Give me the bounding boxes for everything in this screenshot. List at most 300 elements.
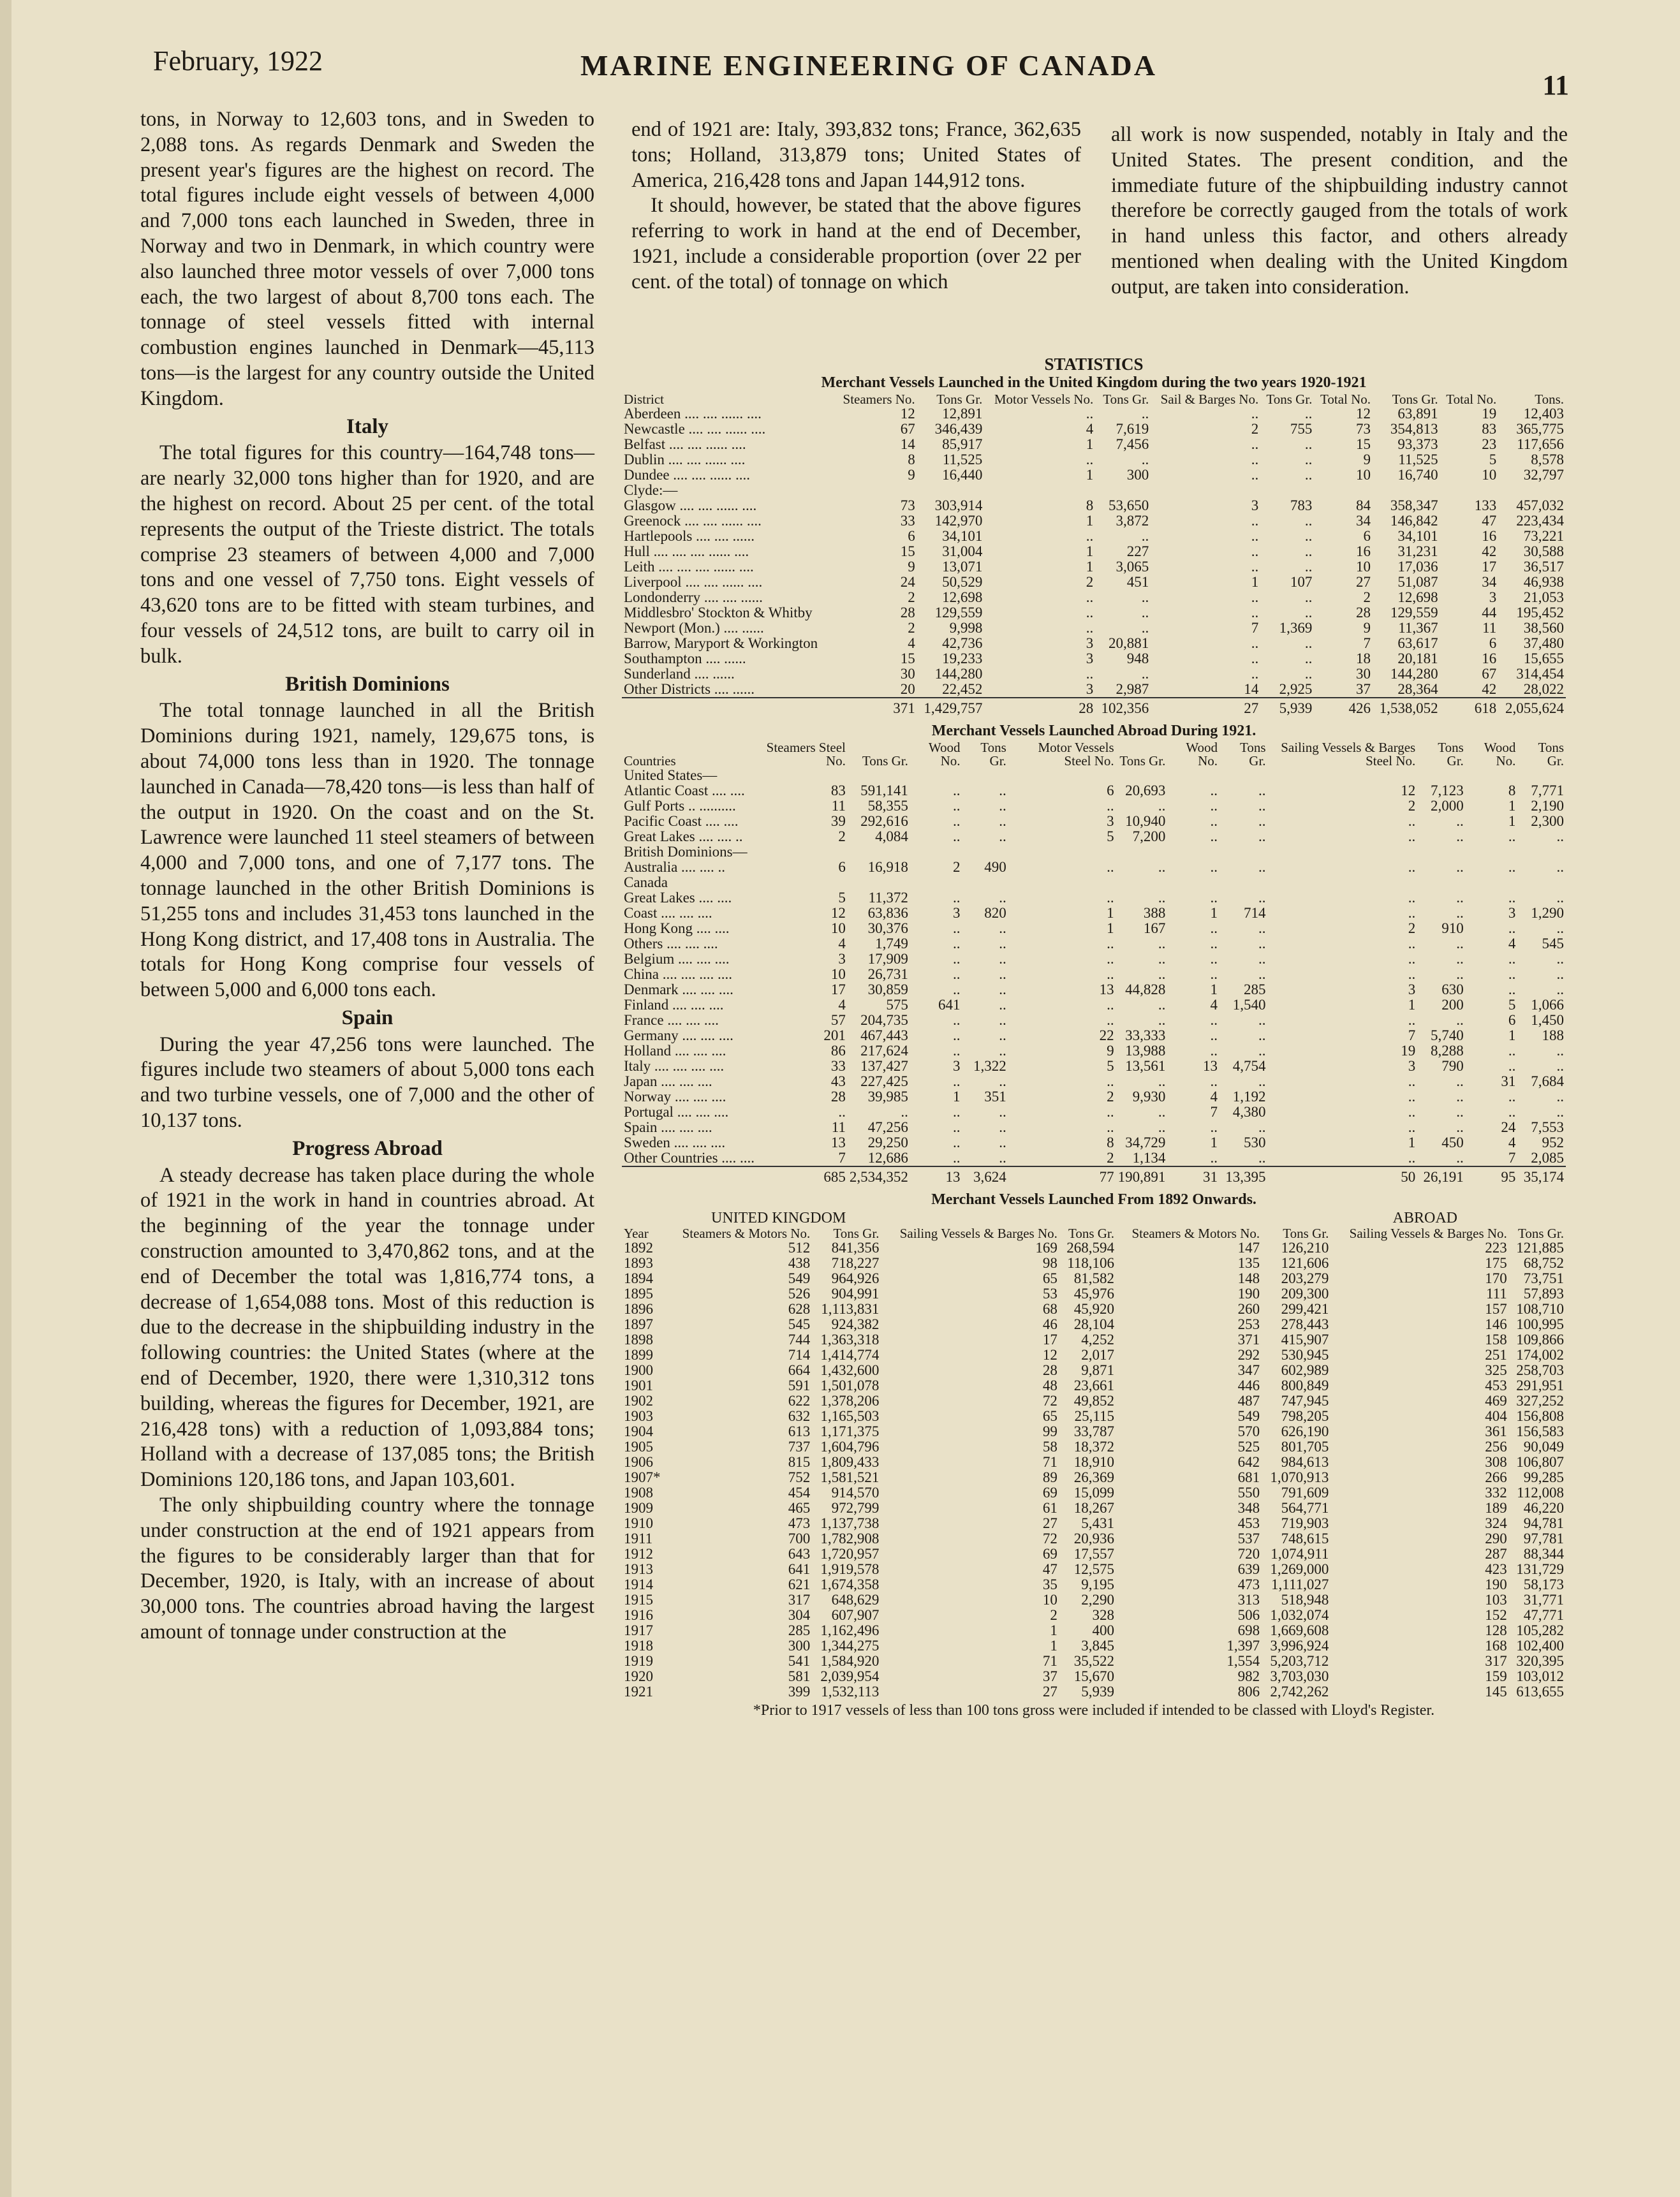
table-cell: 361 bbox=[1485, 1423, 1507, 1439]
table-cell: 791,609 bbox=[1281, 1485, 1329, 1501]
table-cell bbox=[848, 768, 910, 783]
table-cell: 156,808 bbox=[1516, 1408, 1564, 1424]
table-cell: 9 bbox=[1107, 1043, 1114, 1059]
table-cell: 346,439 bbox=[934, 421, 983, 437]
table-cell: 5,939 bbox=[1081, 1684, 1115, 1700]
table-cell: 473 bbox=[788, 1515, 811, 1531]
table-cell: 1,604,796 bbox=[820, 1439, 880, 1455]
paragraph: all work is now suspended, notably in Italy and the United States. The present condition, and the immediate future of the shipbuilding industry cannot therefore be correctly gauged from the totals of work in hand unless this factor, and others already mentioned when dealing with the United Kingdom output, are taken into consideration. bbox=[1111, 123, 1568, 298]
issue-date: February, 1922 bbox=[153, 45, 323, 77]
table-cell: 714 bbox=[788, 1347, 811, 1363]
table-cell: 6 bbox=[1107, 783, 1114, 798]
table-cell: 2,039,954 bbox=[820, 1668, 880, 1684]
table-cell: 2 bbox=[1050, 1607, 1057, 1623]
table-cell: 790 bbox=[1441, 1058, 1464, 1074]
table-cell: 292 bbox=[1237, 1347, 1260, 1363]
column-header: Countries bbox=[624, 753, 676, 768]
table-cell: 748,615 bbox=[1281, 1531, 1329, 1547]
table-row bbox=[622, 1684, 1566, 1700]
table-cell: .. bbox=[1304, 406, 1313, 422]
table-cell: .. bbox=[1408, 1150, 1416, 1166]
table-cell: 13 bbox=[1099, 981, 1114, 997]
table-cell: 325 bbox=[1485, 1362, 1507, 1378]
table-cell: 719,903 bbox=[1281, 1515, 1329, 1531]
table-cell: 3,845 bbox=[1081, 1638, 1115, 1654]
table-cell: 266 bbox=[1485, 1469, 1507, 1485]
table-row bbox=[622, 1439, 1566, 1455]
total-cell bbox=[622, 698, 835, 716]
table-cell: 15,099 bbox=[1073, 1485, 1115, 1501]
table-cell: 815 bbox=[788, 1454, 811, 1470]
table-cell: .. bbox=[1408, 905, 1416, 921]
table-cell: 20 bbox=[900, 681, 915, 697]
table-cell: 24 bbox=[900, 574, 915, 590]
table-cell: 11 bbox=[1482, 620, 1497, 636]
table-cell: 103,012 bbox=[1516, 1668, 1564, 1684]
table-cell: 1,584,920 bbox=[820, 1653, 880, 1669]
table-row bbox=[622, 1317, 1566, 1332]
table-cell: 47 bbox=[1482, 513, 1497, 529]
table-cell: 549 bbox=[788, 1270, 811, 1286]
table-cell: 591,141 bbox=[860, 783, 908, 798]
table-cell: 1 bbox=[1210, 981, 1218, 997]
table-cell: 642 bbox=[1237, 1454, 1260, 1470]
table-cell: 90,049 bbox=[1523, 1439, 1564, 1455]
table-cell: 1,581,521 bbox=[820, 1469, 880, 1485]
table-row bbox=[622, 483, 1566, 498]
table-row bbox=[622, 1271, 1566, 1286]
table-cell: 23 bbox=[1482, 436, 1497, 452]
table-cell: 1 bbox=[1508, 1027, 1516, 1043]
table-cell: 7,771 bbox=[1531, 783, 1564, 798]
table-row bbox=[622, 952, 1566, 967]
table-cell: 156,583 bbox=[1516, 1423, 1564, 1439]
column-right bbox=[1111, 122, 1568, 300]
table-cell: .. bbox=[1258, 1073, 1266, 1089]
table-cell: 465 bbox=[788, 1500, 811, 1516]
table-header-row bbox=[622, 1227, 1566, 1240]
table-cell: 32,797 bbox=[1523, 467, 1564, 483]
table-cell: .. bbox=[1508, 1043, 1516, 1059]
table-row bbox=[622, 1043, 1566, 1059]
table-cell: 2,925 bbox=[1279, 681, 1313, 697]
table-cell: 6 bbox=[838, 859, 846, 875]
table-cell: .. bbox=[1456, 1104, 1464, 1120]
table-title-uk-launches: Merchant Vessels Launched in the United Kingdom during the two years 1920-1921 bbox=[821, 374, 1367, 391]
page-edge bbox=[0, 0, 11, 2197]
table-cell bbox=[917, 483, 985, 498]
table-cell: 303,914 bbox=[934, 497, 983, 513]
table-cell: 28,022 bbox=[1523, 681, 1564, 697]
table-cell: .. bbox=[1456, 1119, 1464, 1135]
table-cell: 15 bbox=[900, 650, 915, 666]
table-cell: .. bbox=[1258, 813, 1266, 829]
column-header: Tons Gr. bbox=[936, 392, 983, 407]
column-header: Tons Gr. bbox=[980, 740, 1006, 768]
column-header: Tons Gr. bbox=[1438, 740, 1464, 768]
statistics-heading: STATISTICS bbox=[1044, 355, 1144, 374]
table-cell: .. bbox=[1408, 859, 1416, 875]
table-cell: 42 bbox=[1482, 543, 1497, 559]
row-label: Londonderry .... .... ...... bbox=[624, 589, 763, 605]
table-cell: .. bbox=[1251, 559, 1259, 575]
table-cell: .. bbox=[901, 1104, 908, 1120]
row-label: Belfast .... .... ...... .... bbox=[624, 436, 746, 452]
table-cell: 3 bbox=[1107, 813, 1114, 829]
table-cell: 752 bbox=[788, 1469, 811, 1485]
table-cell: 83 bbox=[1482, 421, 1497, 437]
total-cell: 26,191 bbox=[1417, 1166, 1466, 1185]
table-cell: 7 bbox=[1251, 620, 1259, 636]
section-heading-british-dominions: British Dominions bbox=[285, 672, 450, 696]
table-cell: 3,996,924 bbox=[1270, 1638, 1329, 1654]
table-cell: 28,104 bbox=[1073, 1316, 1115, 1332]
table-cell: .. bbox=[1304, 635, 1313, 651]
table-cell: .. bbox=[1258, 966, 1266, 982]
table-cell: 537 bbox=[1237, 1531, 1260, 1547]
table-cell: 800,849 bbox=[1281, 1378, 1329, 1393]
column-header: Wood No. bbox=[928, 740, 961, 768]
table-row bbox=[622, 1286, 1566, 1302]
table-cell: 51,087 bbox=[1397, 574, 1438, 590]
table-cell bbox=[1268, 875, 1418, 890]
row-label: Dundee .... .... ...... .... bbox=[624, 467, 751, 483]
table-cell: .. bbox=[1258, 951, 1266, 967]
table-cell: 607,907 bbox=[831, 1607, 880, 1623]
table-cell bbox=[1498, 483, 1566, 498]
table-cell: .. bbox=[1107, 798, 1114, 814]
table-cell: .. bbox=[1107, 1119, 1114, 1135]
table-cell: 43 bbox=[830, 1073, 846, 1089]
table-cell bbox=[756, 875, 848, 890]
table-row bbox=[622, 1363, 1566, 1378]
table-cell: 16 bbox=[1356, 543, 1371, 559]
table-cell: 15 bbox=[1356, 436, 1371, 452]
table-cell: .. bbox=[999, 997, 1006, 1013]
table-cell: 2,000 bbox=[1431, 798, 1464, 814]
table-cell: 108,710 bbox=[1516, 1301, 1564, 1317]
table-cell: 1,137,738 bbox=[820, 1515, 880, 1531]
table-cell: .. bbox=[999, 1043, 1006, 1059]
table-cell: 291,951 bbox=[1516, 1378, 1564, 1393]
table-cell: 904,991 bbox=[831, 1286, 880, 1302]
total-cell: 5,939 bbox=[1260, 698, 1314, 716]
table-row bbox=[622, 967, 1566, 982]
total-cell: 3,624 bbox=[962, 1166, 1008, 1185]
table-cell: 227,425 bbox=[860, 1073, 908, 1089]
table-cell: 2 bbox=[1251, 421, 1259, 437]
table-cell bbox=[1517, 768, 1566, 783]
table-cell: .. bbox=[1210, 920, 1218, 936]
table-cell: .. bbox=[1556, 828, 1564, 844]
table-cell: 13,988 bbox=[1125, 1043, 1166, 1059]
table-cell: 190 bbox=[1237, 1286, 1260, 1302]
table-cell: 9,998 bbox=[949, 620, 983, 636]
table-cell: 11,525 bbox=[1398, 452, 1438, 467]
table-cell: 300 bbox=[1126, 467, 1149, 483]
table-cell: 17 bbox=[830, 981, 846, 997]
table-cell: .. bbox=[1408, 951, 1416, 967]
table-cell: 365,775 bbox=[1516, 421, 1564, 437]
table-cell: 227 bbox=[1126, 543, 1149, 559]
table-cell: 6 bbox=[1508, 1012, 1516, 1028]
table-cell bbox=[1314, 483, 1373, 498]
table-cell: 317 bbox=[1485, 1653, 1507, 1669]
table-cell: 292,616 bbox=[860, 813, 908, 829]
table-cell: 371 bbox=[1237, 1332, 1260, 1348]
table-cell: .. bbox=[1456, 936, 1464, 952]
table-cell: 73 bbox=[900, 497, 915, 513]
table-cell: 2 bbox=[1086, 574, 1094, 590]
table-cell: 103 bbox=[1485, 1592, 1507, 1608]
column-header: Tons Gr. bbox=[1392, 392, 1438, 407]
table-cell: 622 bbox=[788, 1393, 811, 1409]
table-row bbox=[622, 1547, 1566, 1562]
table-cell: 111 bbox=[1486, 1286, 1507, 1302]
table-cell: 1,269,000 bbox=[1270, 1561, 1329, 1577]
table-cell: 1,450 bbox=[1531, 1012, 1564, 1028]
table-cell: 5 bbox=[838, 890, 846, 906]
table-title-since-1892: Merchant Vessels Launched From 1892 Onwards. bbox=[931, 1191, 1256, 1208]
row-label: Hull .... .... .... ...... .... bbox=[624, 543, 749, 559]
table-cell: 2 bbox=[908, 620, 915, 636]
table-cell: 2 bbox=[1408, 920, 1416, 936]
table-cell: 399 bbox=[788, 1684, 811, 1700]
table-cell: 1,192 bbox=[1232, 1089, 1266, 1105]
table-cell: 53,650 bbox=[1109, 497, 1149, 513]
row-label: Denmark .... .... .... bbox=[624, 981, 733, 997]
table-cell: 4 bbox=[1508, 1135, 1516, 1150]
table-cell: 42,736 bbox=[942, 635, 983, 651]
table-cell: 10 bbox=[1042, 1592, 1057, 1608]
table-cell: 23,661 bbox=[1073, 1378, 1115, 1393]
table-cell: .. bbox=[1210, 890, 1218, 906]
table-cell: 3 bbox=[1086, 635, 1094, 651]
table-cell: 73,221 bbox=[1523, 528, 1564, 544]
table-cell: .. bbox=[1456, 1150, 1464, 1166]
column-header: Total No. bbox=[1320, 392, 1371, 407]
table-cell bbox=[962, 768, 1008, 783]
table-cell: 11,525 bbox=[942, 452, 983, 467]
table-cell: 39 bbox=[830, 813, 846, 829]
table-cell: .. bbox=[1158, 1119, 1166, 1135]
table-cell: 7,200 bbox=[1132, 828, 1166, 844]
table-cell: .. bbox=[1556, 890, 1564, 906]
table-cell: .. bbox=[1210, 1043, 1218, 1059]
table-cell: .. bbox=[952, 828, 961, 844]
table-cell: 30,588 bbox=[1523, 543, 1564, 559]
table-cell: 36,517 bbox=[1523, 559, 1564, 575]
table-cell: 7 bbox=[1408, 1027, 1416, 1043]
table-row bbox=[622, 1256, 1566, 1271]
row-label: Portugal .... .... .... bbox=[624, 1104, 729, 1120]
table-cell: 46,220 bbox=[1523, 1500, 1564, 1516]
table-cell: .. bbox=[1158, 936, 1166, 952]
table-cell: 404 bbox=[1485, 1408, 1507, 1424]
table-cell: 94,781 bbox=[1523, 1515, 1564, 1531]
table-cell: 12 bbox=[830, 905, 846, 921]
table-cell: 102,400 bbox=[1516, 1638, 1564, 1654]
column-header: Steamers No. bbox=[843, 392, 915, 407]
table-cell: 613,655 bbox=[1516, 1684, 1564, 1700]
table-cell: 1,540 bbox=[1232, 997, 1266, 1013]
table-cell: .. bbox=[1210, 1073, 1218, 1089]
table-cell: 10,940 bbox=[1125, 813, 1166, 829]
table-cell: .. bbox=[1456, 1012, 1464, 1028]
table-cell: 137,427 bbox=[860, 1058, 908, 1074]
table-cell: 106,807 bbox=[1516, 1454, 1564, 1470]
table-cell: 1,162,496 bbox=[820, 1622, 880, 1638]
table-cell: 49,852 bbox=[1073, 1393, 1115, 1409]
row-label: 1918 bbox=[624, 1638, 653, 1654]
table-cell: .. bbox=[1258, 920, 1266, 936]
table-cell: 469 bbox=[1485, 1393, 1507, 1409]
table-cell: .. bbox=[1456, 966, 1464, 982]
table-cell: .. bbox=[1508, 1104, 1516, 1120]
table-cell: .. bbox=[1304, 589, 1313, 605]
table-cell: .. bbox=[1141, 589, 1149, 605]
table-cell: 841,356 bbox=[831, 1240, 880, 1256]
table-cell: 26,731 bbox=[867, 966, 908, 982]
table-cell: 2 bbox=[1363, 589, 1371, 605]
table-cell: 45,920 bbox=[1073, 1301, 1115, 1317]
table-cell: 17,036 bbox=[1397, 559, 1438, 575]
table-row bbox=[622, 921, 1566, 936]
table-row bbox=[622, 1669, 1566, 1684]
table-cell: .. bbox=[1304, 605, 1313, 621]
table-cell: 68,752 bbox=[1523, 1255, 1564, 1271]
table-cell: 6 bbox=[1363, 528, 1371, 544]
table-cell: 1 bbox=[1086, 467, 1094, 483]
table-cell: 632 bbox=[788, 1408, 811, 1424]
table-cell: .. bbox=[1258, 859, 1266, 875]
table-row bbox=[622, 437, 1566, 452]
table-cell: .. bbox=[1107, 1073, 1114, 1089]
table-cell bbox=[1095, 483, 1151, 498]
table-cell: 453 bbox=[1237, 1515, 1260, 1531]
table-cell: .. bbox=[1086, 452, 1094, 467]
table-cell: .. bbox=[1508, 951, 1516, 967]
table-cell: 2,017 bbox=[1081, 1347, 1115, 1363]
table-cell: 48 bbox=[1042, 1378, 1057, 1393]
table-cell: 83 bbox=[830, 783, 846, 798]
table-cell: .. bbox=[1258, 936, 1266, 952]
table-cell: 285 bbox=[788, 1622, 811, 1638]
table-cell: 454 bbox=[788, 1485, 811, 1501]
table-cell: 613 bbox=[788, 1423, 811, 1439]
table-cell: 17,909 bbox=[867, 951, 908, 967]
table-cell: .. bbox=[1141, 452, 1149, 467]
table-cell: 12,686 bbox=[867, 1150, 908, 1166]
table-cell: 12,698 bbox=[942, 589, 983, 605]
row-label: Sunderland .... ...... bbox=[624, 666, 735, 682]
table-cell: 65 bbox=[1042, 1408, 1057, 1424]
table-cell: .. bbox=[1251, 513, 1259, 529]
table-cell: 204,735 bbox=[860, 1012, 908, 1028]
table-row bbox=[622, 1150, 1566, 1166]
table-cell: 2 bbox=[952, 859, 961, 875]
table-cell bbox=[962, 844, 1008, 860]
table-cell: 72 bbox=[1042, 1393, 1057, 1409]
table-cell: 44,828 bbox=[1125, 981, 1166, 997]
table-cell: 29,250 bbox=[867, 1135, 908, 1150]
row-label: Glasgow .... .... ...... .... bbox=[624, 497, 757, 513]
table-cell: 473 bbox=[1237, 1576, 1260, 1592]
table-cell: 19 bbox=[1401, 1043, 1416, 1059]
table-cell: .. bbox=[1408, 966, 1416, 982]
table-cell: 129,559 bbox=[934, 605, 983, 621]
row-label: Norway .... .... .... bbox=[624, 1089, 726, 1105]
table-cell: 33 bbox=[900, 513, 915, 529]
table-cell: 188 bbox=[1542, 1027, 1564, 1043]
table-cell: 664 bbox=[788, 1362, 811, 1378]
table-cell: 12 bbox=[1042, 1347, 1057, 1363]
table-cell: 5 bbox=[1107, 828, 1114, 844]
table-cell: 549 bbox=[1237, 1408, 1260, 1424]
row-label: 1911 bbox=[624, 1531, 653, 1547]
table-row bbox=[622, 636, 1566, 651]
table-cell bbox=[910, 768, 962, 783]
table-row bbox=[622, 513, 1566, 529]
row-label: Japan .... .... .... bbox=[624, 1073, 712, 1089]
table-cell: .. bbox=[1508, 859, 1516, 875]
table-row bbox=[622, 890, 1566, 906]
row-label: 1904 bbox=[624, 1423, 653, 1439]
table-cell: 31 bbox=[1501, 1073, 1516, 1089]
table-row bbox=[622, 1592, 1566, 1608]
table-cell: 12 bbox=[1401, 783, 1416, 798]
table-row bbox=[622, 1654, 1566, 1669]
row-label: 1914 bbox=[624, 1576, 653, 1592]
row-label: Belgium .... .... .... bbox=[624, 951, 730, 967]
table-cell: 167 bbox=[1143, 920, 1166, 936]
row-label: 1905 bbox=[624, 1439, 653, 1455]
table-cell: .. bbox=[1086, 528, 1094, 544]
table-cell: .. bbox=[1210, 1027, 1218, 1043]
table-cell: 490 bbox=[984, 859, 1006, 875]
table-cell: 7 bbox=[1210, 1104, 1218, 1120]
table-cell: .. bbox=[952, 1073, 961, 1089]
table-cell: .. bbox=[952, 798, 961, 814]
table-cell: 126,210 bbox=[1281, 1240, 1329, 1256]
table-cell: .. bbox=[1107, 890, 1114, 906]
table-cell: 71 bbox=[1042, 1454, 1057, 1470]
table-cell: 9,195 bbox=[1081, 1576, 1115, 1592]
table-cell: 12 bbox=[900, 406, 915, 422]
row-label: Australia .... .... .. bbox=[624, 859, 726, 875]
table-cell: .. bbox=[1258, 1043, 1266, 1059]
table-cell: .. bbox=[1158, 951, 1166, 967]
table-cell: .. bbox=[1508, 828, 1516, 844]
table-cell: 69 bbox=[1042, 1485, 1057, 1501]
table-header-row bbox=[622, 741, 1566, 768]
table-cell bbox=[1517, 844, 1566, 860]
table-cell: 530,945 bbox=[1281, 1347, 1329, 1363]
table-cell: .. bbox=[952, 1027, 961, 1043]
table-header-row bbox=[622, 393, 1566, 406]
table-cell: .. bbox=[1408, 1012, 1416, 1028]
table-cell: 27 bbox=[1042, 1515, 1057, 1531]
table-cell: 15,670 bbox=[1073, 1668, 1115, 1684]
total-cell: 13,395 bbox=[1219, 1166, 1268, 1185]
row-label: Newcastle .... .... ...... .... bbox=[624, 421, 766, 437]
row-label: Dublin .... .... ...... .... bbox=[624, 452, 746, 467]
table-row bbox=[622, 1562, 1566, 1577]
column-header: Tons Gr. bbox=[1283, 1226, 1329, 1241]
table-cell: 641 bbox=[938, 997, 961, 1013]
row-label: Middlesbro' Stockton & Whitby bbox=[624, 605, 813, 621]
table-cell: 1 bbox=[1086, 543, 1094, 559]
